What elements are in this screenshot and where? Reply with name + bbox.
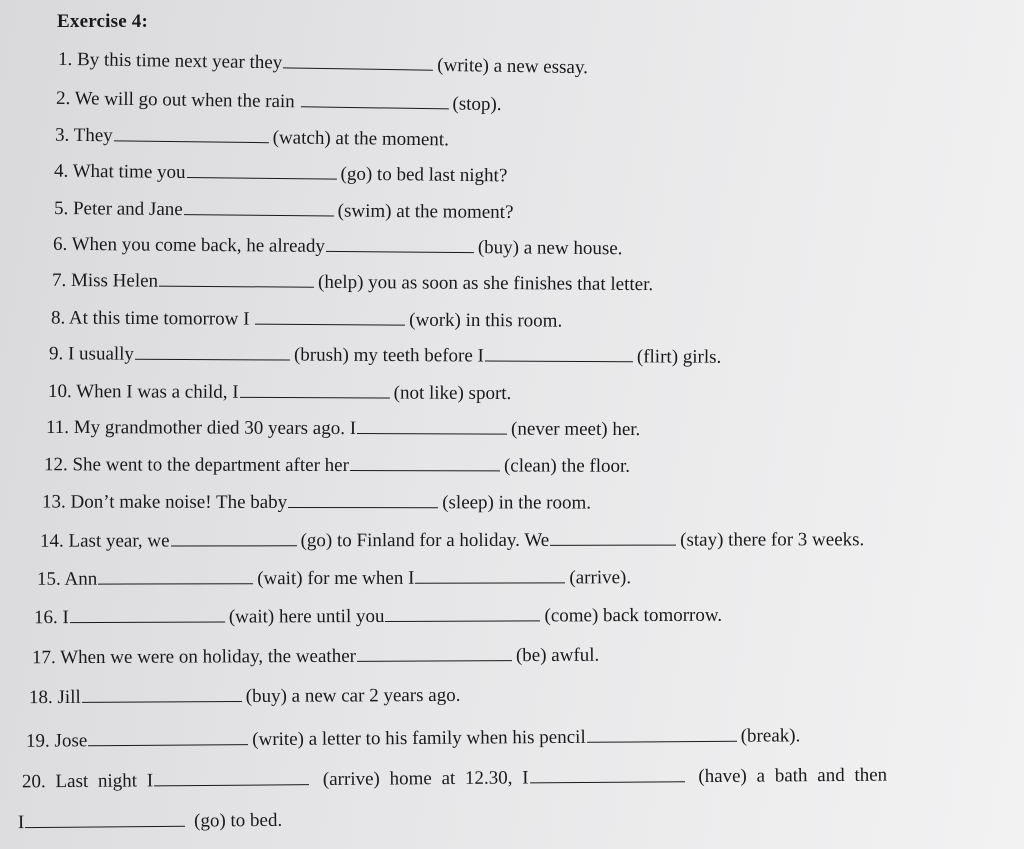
- exercise-item-5: 5. Peter and Jane (swim) at the moment?: [53, 197, 514, 224]
- exercise-item-7: 7. Miss Helen (help) you as soon as she finishes that letter.: [51, 269, 654, 296]
- answer-blank-20c[interactable]: [25, 809, 185, 828]
- answer-blank-6[interactable]: [326, 234, 474, 253]
- answer-blank-14a[interactable]: [171, 528, 297, 546]
- exercise-item-11: 11. My grandmother died 30 years ago. I (never meet) her.: [45, 416, 641, 441]
- exercise-item-20-continued: I (go) to bed.: [17, 809, 283, 834]
- answer-blank-20b[interactable]: [529, 764, 684, 783]
- answer-blank-9b[interactable]: [485, 344, 633, 363]
- exercise-item-10: 10. When I was a child, I (not like) sport.: [47, 380, 512, 405]
- answer-blank-2[interactable]: [300, 89, 448, 109]
- answer-blank-1[interactable]: [283, 50, 433, 70]
- answer-blank-10[interactable]: [240, 380, 390, 399]
- answer-blank-5[interactable]: [184, 197, 334, 216]
- exercise-item-9: 9. I usually (brush) my teeth before I (flirt) girls.: [48, 343, 722, 368]
- exercise-item-3: 3. They (watch) at the moment.: [54, 124, 450, 151]
- exercise-item-1: 1. By this time next year they (write) a new essay.: [57, 48, 589, 79]
- answer-blank-4[interactable]: [187, 160, 337, 180]
- answer-blank-7[interactable]: [159, 269, 314, 288]
- answer-blank-9a[interactable]: [135, 342, 290, 361]
- exercise-title: Exercise 4:: [57, 11, 149, 32]
- answer-blank-12[interactable]: [350, 453, 500, 471]
- answer-blank-14b[interactable]: [550, 528, 676, 546]
- answer-blank-8[interactable]: [255, 307, 405, 326]
- answer-blank-3[interactable]: [114, 123, 269, 143]
- exercise-item-20: 20. Last night I (arrive) home at 12.30, I (have) a bath and then: [21, 764, 888, 793]
- exercise-item-19: 19. Jose (write) a letter to his family when his pencil (break).: [25, 725, 801, 752]
- exercise-item-12: 12. She went to the department after her (clean) the floor.: [43, 454, 631, 477]
- exercise-item-17: 17. When we were on holiday, the weather (be) awful.: [31, 644, 600, 669]
- answer-blank-13[interactable]: [288, 490, 438, 508]
- answer-blank-15a[interactable]: [98, 566, 253, 584]
- answer-blank-16b[interactable]: [385, 603, 540, 622]
- exercise-item-2: 2. We will go out when the rain (stop).: [55, 87, 502, 116]
- answer-blank-20a[interactable]: [154, 767, 309, 786]
- exercise-item-15: 15. Ann (wait) for me when I (arrive).: [36, 567, 632, 590]
- answer-blank-17[interactable]: [357, 643, 512, 662]
- exercise-item-8: 8. At this time tomorrow I (work) in this room.: [50, 307, 563, 332]
- exercise-item-14: 14. Last year, we (go) to Finland for a holiday. We (stay) there for 3 weeks.: [39, 529, 865, 552]
- exercise-item-16: 16. I (wait) here until you (come) back tomorrow.: [33, 604, 723, 629]
- answer-blank-16a[interactable]: [70, 605, 225, 624]
- answer-blank-18[interactable]: [82, 684, 242, 703]
- exercise-item-18: 18. Jill (buy) a new car 2 years ago.: [28, 684, 461, 709]
- answer-blank-19b[interactable]: [587, 724, 737, 743]
- exercise-item-6: 6. When you come back, he already (buy) a new house.: [52, 233, 623, 260]
- answer-blank-15b[interactable]: [415, 565, 565, 583]
- exercise-item-13: 13. Don’t make noise! The baby (sleep) in the room.: [41, 491, 592, 514]
- exercise-item-4: 4. What time you (go) to bed last night?: [53, 160, 508, 187]
- answer-blank-19a[interactable]: [88, 727, 248, 746]
- answer-blank-11[interactable]: [357, 416, 507, 435]
